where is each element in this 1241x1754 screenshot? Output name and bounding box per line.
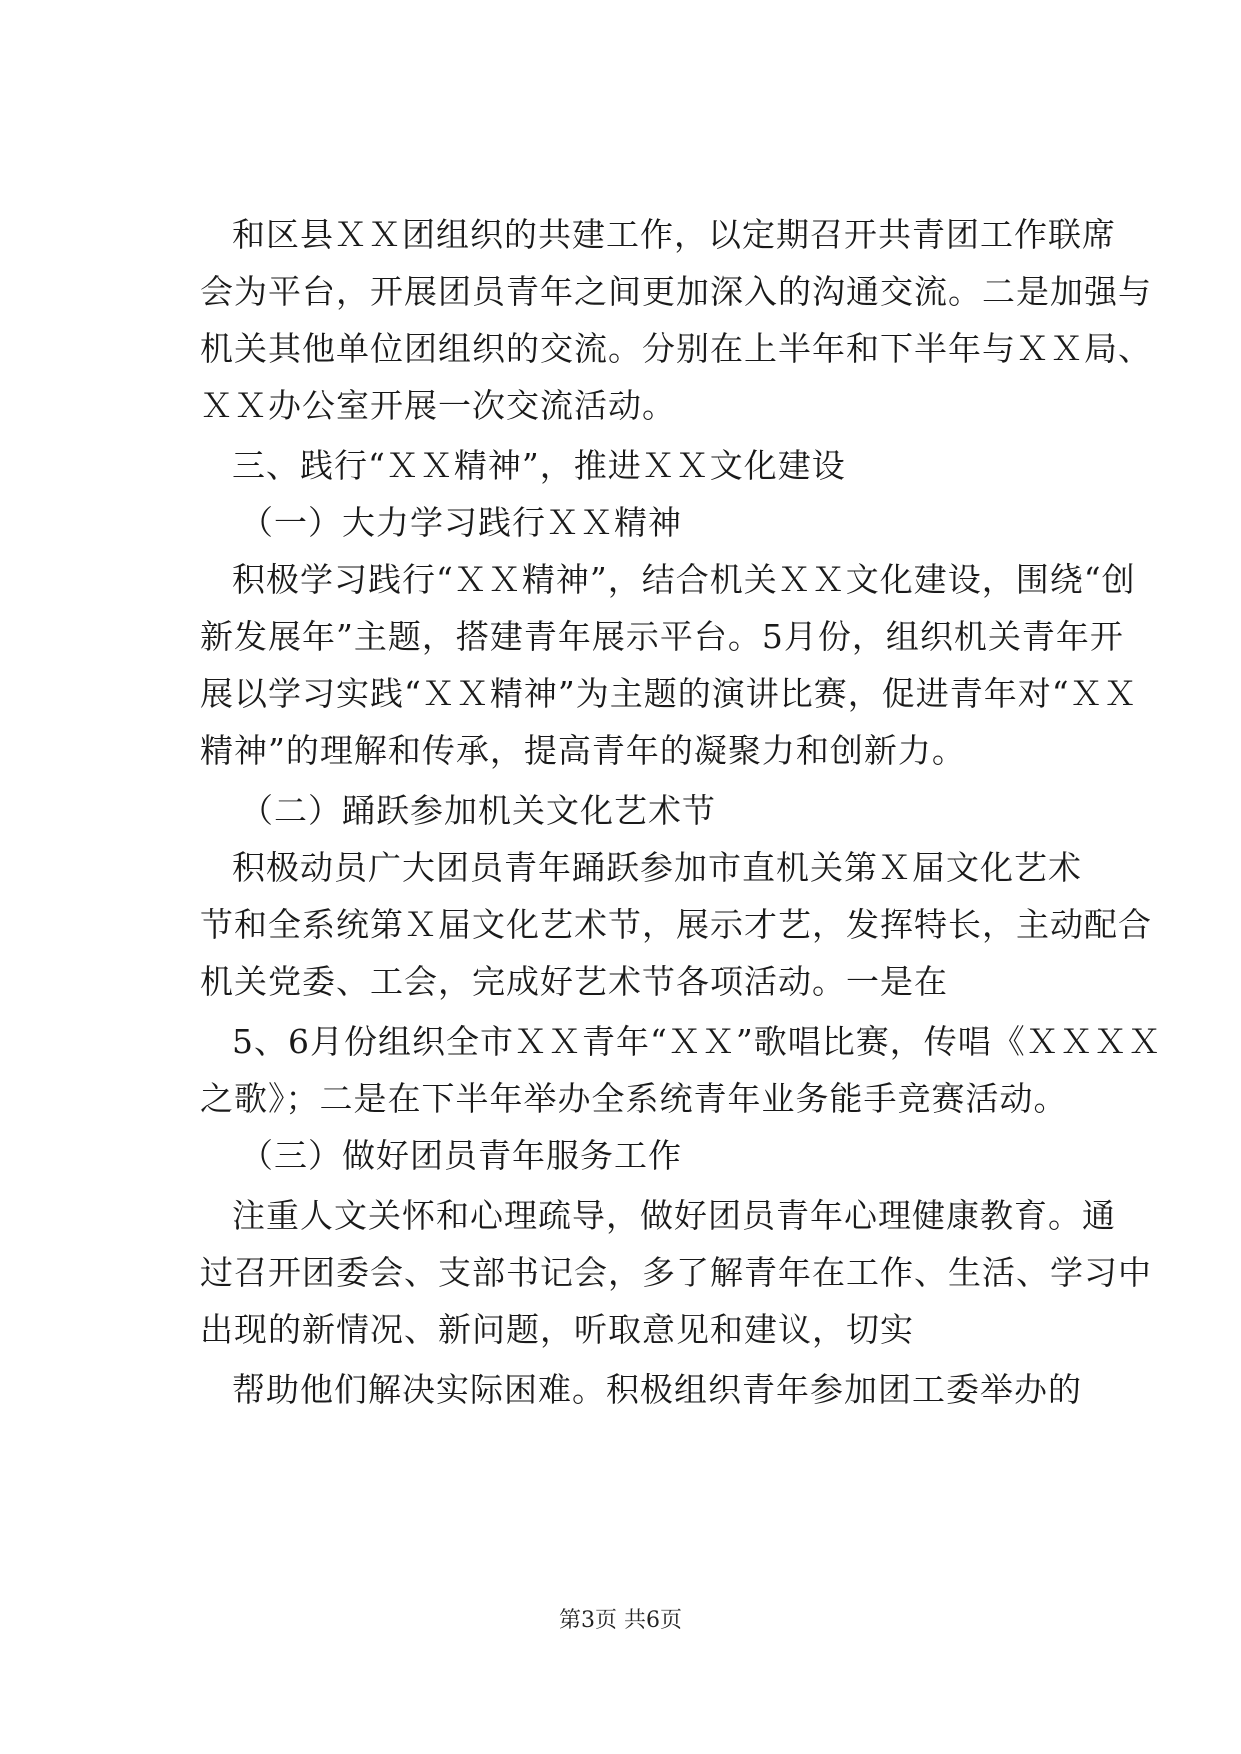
body-text-line: 注重人文关怀和心理疏导，做好团员青年心理健康教育。通	[232, 1196, 1116, 1235]
body-text-line: 新发展年”主题，搭建青年展示平台。5月份，组织机关青年开	[200, 617, 1124, 656]
body-text-line: 节和全系统第Ｘ届文化艺术节，展示才艺，发挥特长，主动配合	[200, 905, 1152, 944]
body-text-line: 之歌》；二是在下半年举办全系统青年业务能手竞赛活动。	[200, 1079, 1068, 1118]
body-text-line: 积极动员广大团员青年踊跃参加市直机关第Ｘ届文化艺术	[232, 848, 1082, 887]
body-text-line: ＸＸ办公室开展一次交流活动。	[200, 386, 676, 425]
page-footer: 第3页 共6页	[559, 1608, 682, 1633]
body-text-line: 机关其他单位团组织的交流。分别在上半年和下半年与ＸＸ局、	[200, 329, 1152, 368]
body-text-line: 和区县ＸＸ团组织的共建工作，以定期召开共青团工作联席	[232, 215, 1116, 254]
body-text-line: 5、6月份组织全市ＸＸ青年“ＸＸ”歌唱比赛，传唱《ＸＸＸＸ	[232, 1022, 1162, 1061]
subsection-heading: （一）大力学习践行ＸＸ精神	[240, 503, 682, 542]
body-text-line: 机关党委、工会，完成好艺术节各项活动。一是在	[200, 962, 948, 1001]
body-text-line: 过召开团委会、支部书记会，多了解青年在工作、生活、学习中	[200, 1253, 1152, 1292]
body-text-line: 会为平台，开展团员青年之间更加深入的沟通交流。二是加强与	[200, 272, 1152, 311]
body-text-line: 出现的新情况、新问题，听取意见和建议，切实	[200, 1310, 914, 1349]
subsection-heading: （三）做好团员青年服务工作	[240, 1136, 682, 1175]
body-text-line: 积极学习践行“ＸＸ精神”，结合机关ＸＸ文化建设，围绕“创	[232, 560, 1136, 599]
section-heading: 三、践行“ＸＸ精神”，推进ＸＸ文化建设	[232, 446, 846, 485]
body-text-line: 精神”的理解和传承，提高青年的凝聚力和创新力。	[200, 731, 966, 770]
body-text-line: 帮助他们解决实际困难。积极组织青年参加团工委举办的	[232, 1370, 1082, 1409]
body-text-line: 展以学习实践“ＸＸ精神”为主题的演讲比赛，促进青年对“ＸＸ	[200, 674, 1138, 713]
subsection-heading: （二）踊跃参加机关文化艺术节	[240, 791, 716, 830]
